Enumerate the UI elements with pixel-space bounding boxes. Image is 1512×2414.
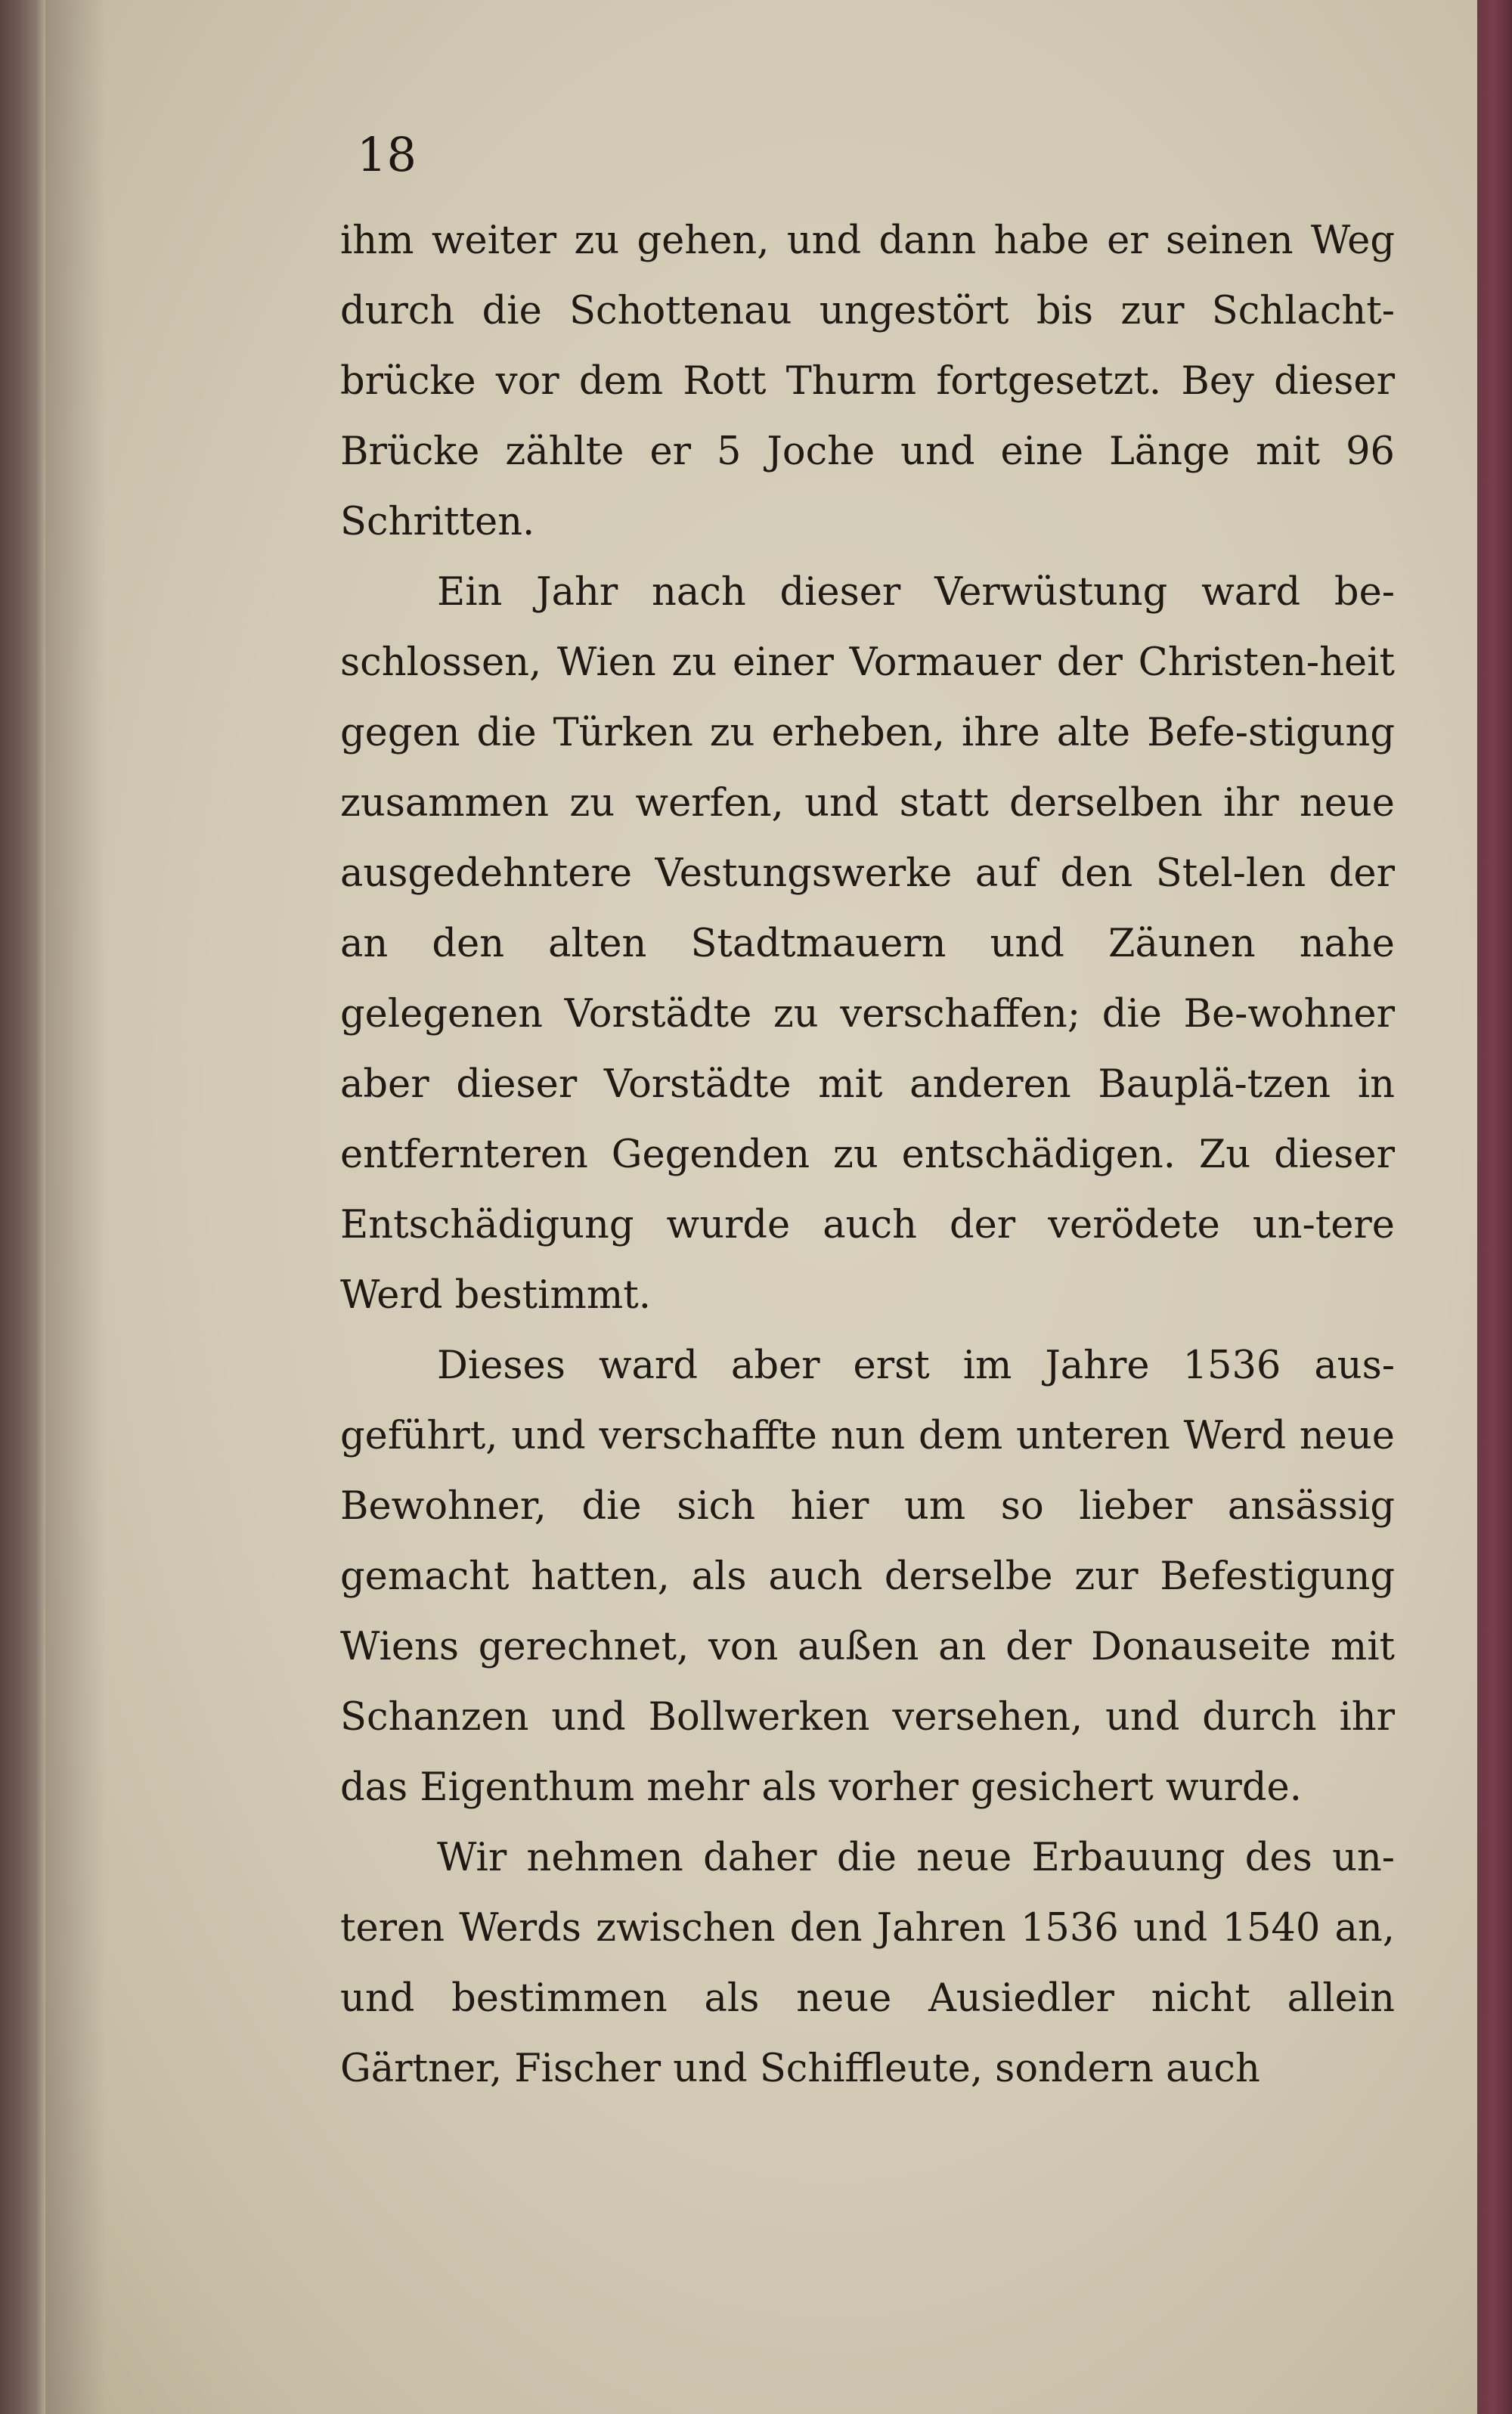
- body-text: [340, 206, 1395, 2104]
- book-binding-left: [0, 0, 45, 2414]
- book-binding-right: [1477, 0, 1512, 2414]
- paragraph-3: Dieses ward aber erst im Jahre 1536 aus-geführt, und verschaffte nun dem unteren Werd neue Bewohner, die sich hier um so lieber ansässig gemacht hatten, als auch derselbe zur Befestigung Wiens gerechnet, von außen an der Donauseite mit Schanzen und Bollwerken versehen, und durch ihr das Eigenthum mehr als vorher gesichert wurde.: [340, 1343, 1395, 1810]
- paragraph-1: ihm weiter zu gehen, und dann habe er seinen Weg durch die Schottenau ungestört bis zur Schlacht-brücke vor dem Rott Thurm fortgesetzt. Bey dieser Brücke zählte er 5 Joche und eine Länge mit 96 Schritten.: [340, 218, 1395, 544]
- paragraph-2: Ein Jahr nach dieser Verwüstung ward be-schlossen, Wien zu einer Vormauer der Christen-heit gegen die Türken zu erheben, ihre alte Befe-stigung zusammen zu werfen, und statt derselben ihr neue ausgedehntere Vestungswerke auf den Stel-len der an den alten Stadtmauern und Zäunen nahe gelegenen Vorstädte zu verschaffen; die Be-wohner aber dieser Vorstädte mit anderen Bauplä-tzen in entfernteren Gegenden zu entschädigen. Zu dieser Entschädigung wurde auch der verödete un-tere Werd bestimmt.: [340, 570, 1395, 1318]
- gutter-shadow: [45, 0, 106, 2414]
- page-number: 18: [357, 127, 417, 182]
- paragraph-4: Wir nehmen daher die neue Erbauung des un-teren Werds zwischen den Jahren 1536 und 1540 an, und bestimmen als neue Ausiedler nicht allein Gärtner, Fischer und Schiffleute, sondern auch: [340, 1836, 1395, 2091]
